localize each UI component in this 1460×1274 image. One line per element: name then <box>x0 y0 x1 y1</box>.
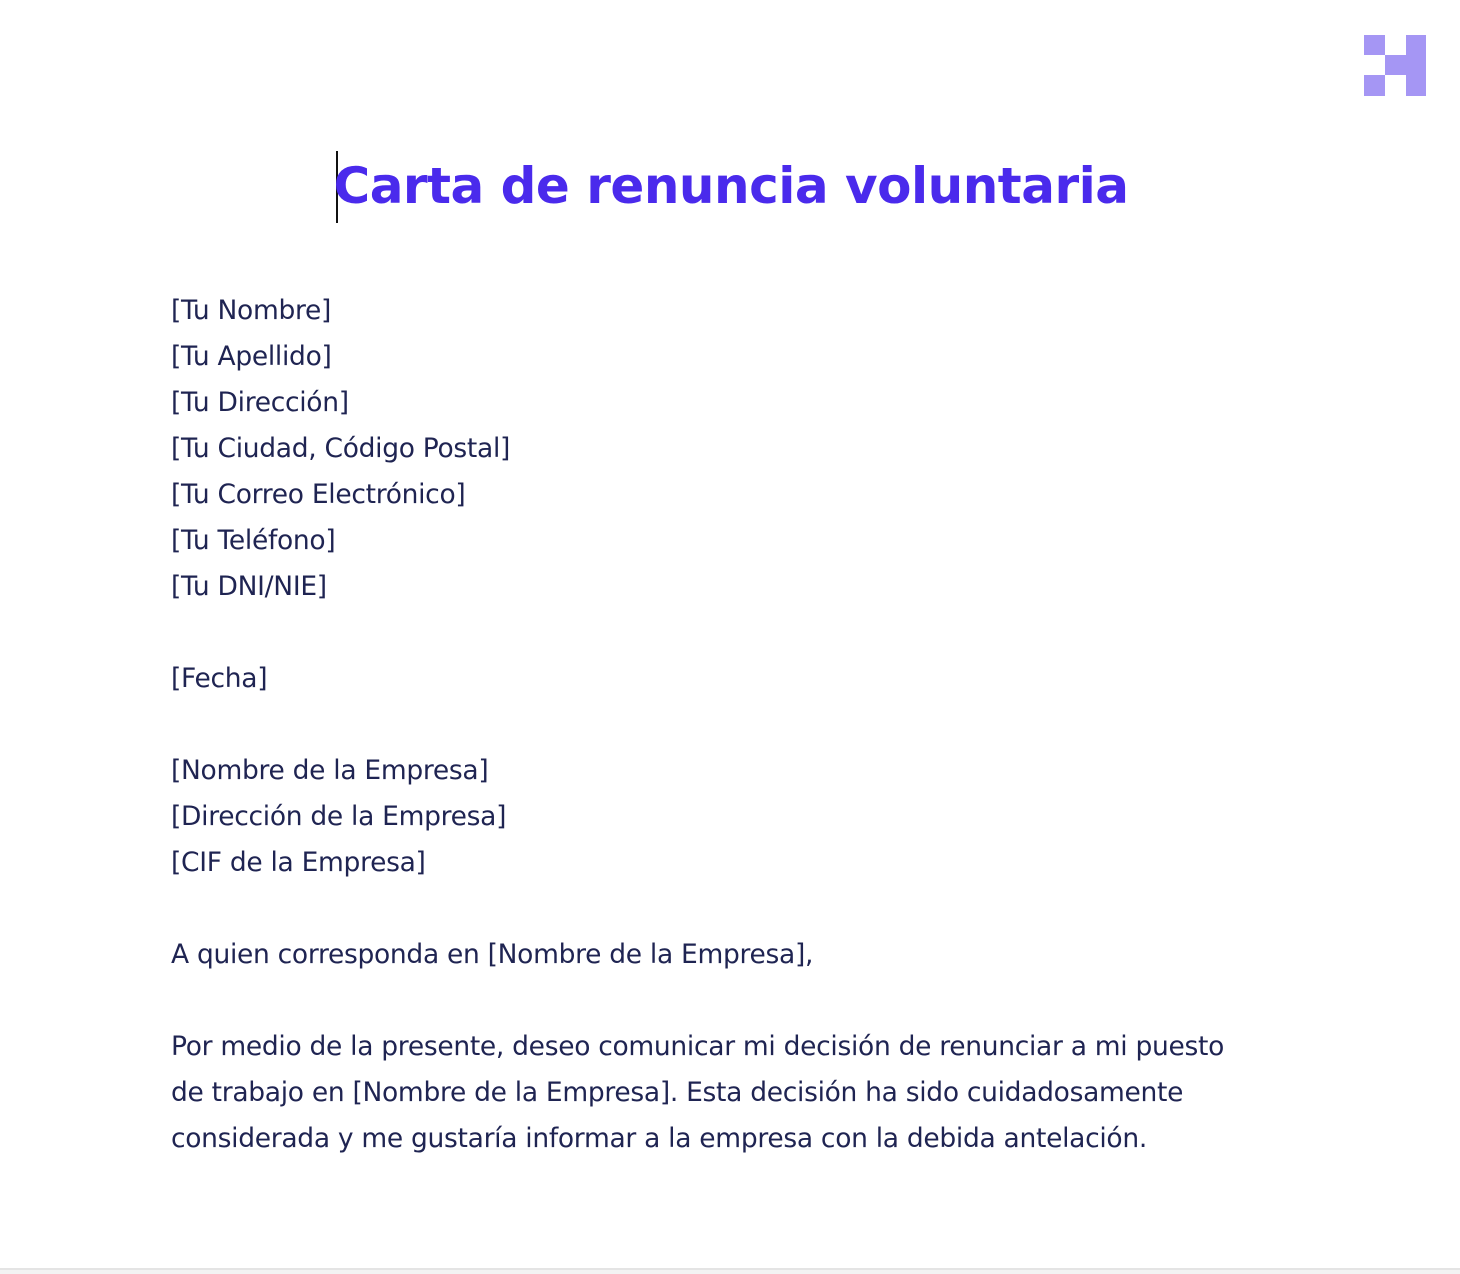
sender-surname[interactable]: [Tu Apellido] <box>171 341 332 372</box>
company-cif[interactable]: [CIF de la Empresa] <box>171 847 426 878</box>
sender-name[interactable]: [Tu Nombre] <box>171 295 332 326</box>
blank-line <box>171 886 1271 932</box>
title-container <box>0 150 1460 222</box>
company-address[interactable]: [Dirección de la Empresa] <box>171 801 507 832</box>
blank-line <box>171 610 1271 656</box>
brand-logo-icon <box>1364 35 1426 96</box>
sender-address[interactable]: [Tu Dirección] <box>171 387 349 418</box>
sender-block <box>171 288 1271 610</box>
blank-line <box>171 702 1271 748</box>
recipient-block <box>171 748 1271 886</box>
logo-square-top-left <box>1364 35 1385 55</box>
logo-square-bottom-left <box>1364 75 1385 96</box>
company-name[interactable]: [Nombre de la Empresa] <box>171 755 489 786</box>
logo-square-middle <box>1385 55 1406 75</box>
blank-line <box>171 978 1271 1024</box>
page-bottom-border <box>0 1268 1460 1274</box>
letter-body[interactable] <box>171 288 1271 1162</box>
document-title[interactable]: Carta de renuncia voluntaria <box>333 157 1129 215</box>
sender-phone[interactable]: [Tu Teléfono] <box>171 525 336 556</box>
body-paragraph[interactable]: Por medio de la presente, deseo comunicar mi decisión de renunciar a mi puesto de trabajo en [Nombre de la Empresa]. Esta decisión ha sido cuidadosamente considerada y me gustaría informar a la empresa con la debida antelación. <box>171 1031 1225 1154</box>
salutation[interactable]: A quien corresponda en [Nombre de la Empresa], <box>171 939 814 970</box>
letter-date[interactable]: [Fecha] <box>171 663 268 694</box>
logo-right-column <box>1406 35 1426 96</box>
sender-dni-nie[interactable]: [Tu DNI/NIE] <box>171 571 327 602</box>
sender-city-postal[interactable]: [Tu Ciudad, Código Postal] <box>171 433 511 464</box>
sender-email[interactable]: [Tu Correo Electrónico] <box>171 479 466 510</box>
